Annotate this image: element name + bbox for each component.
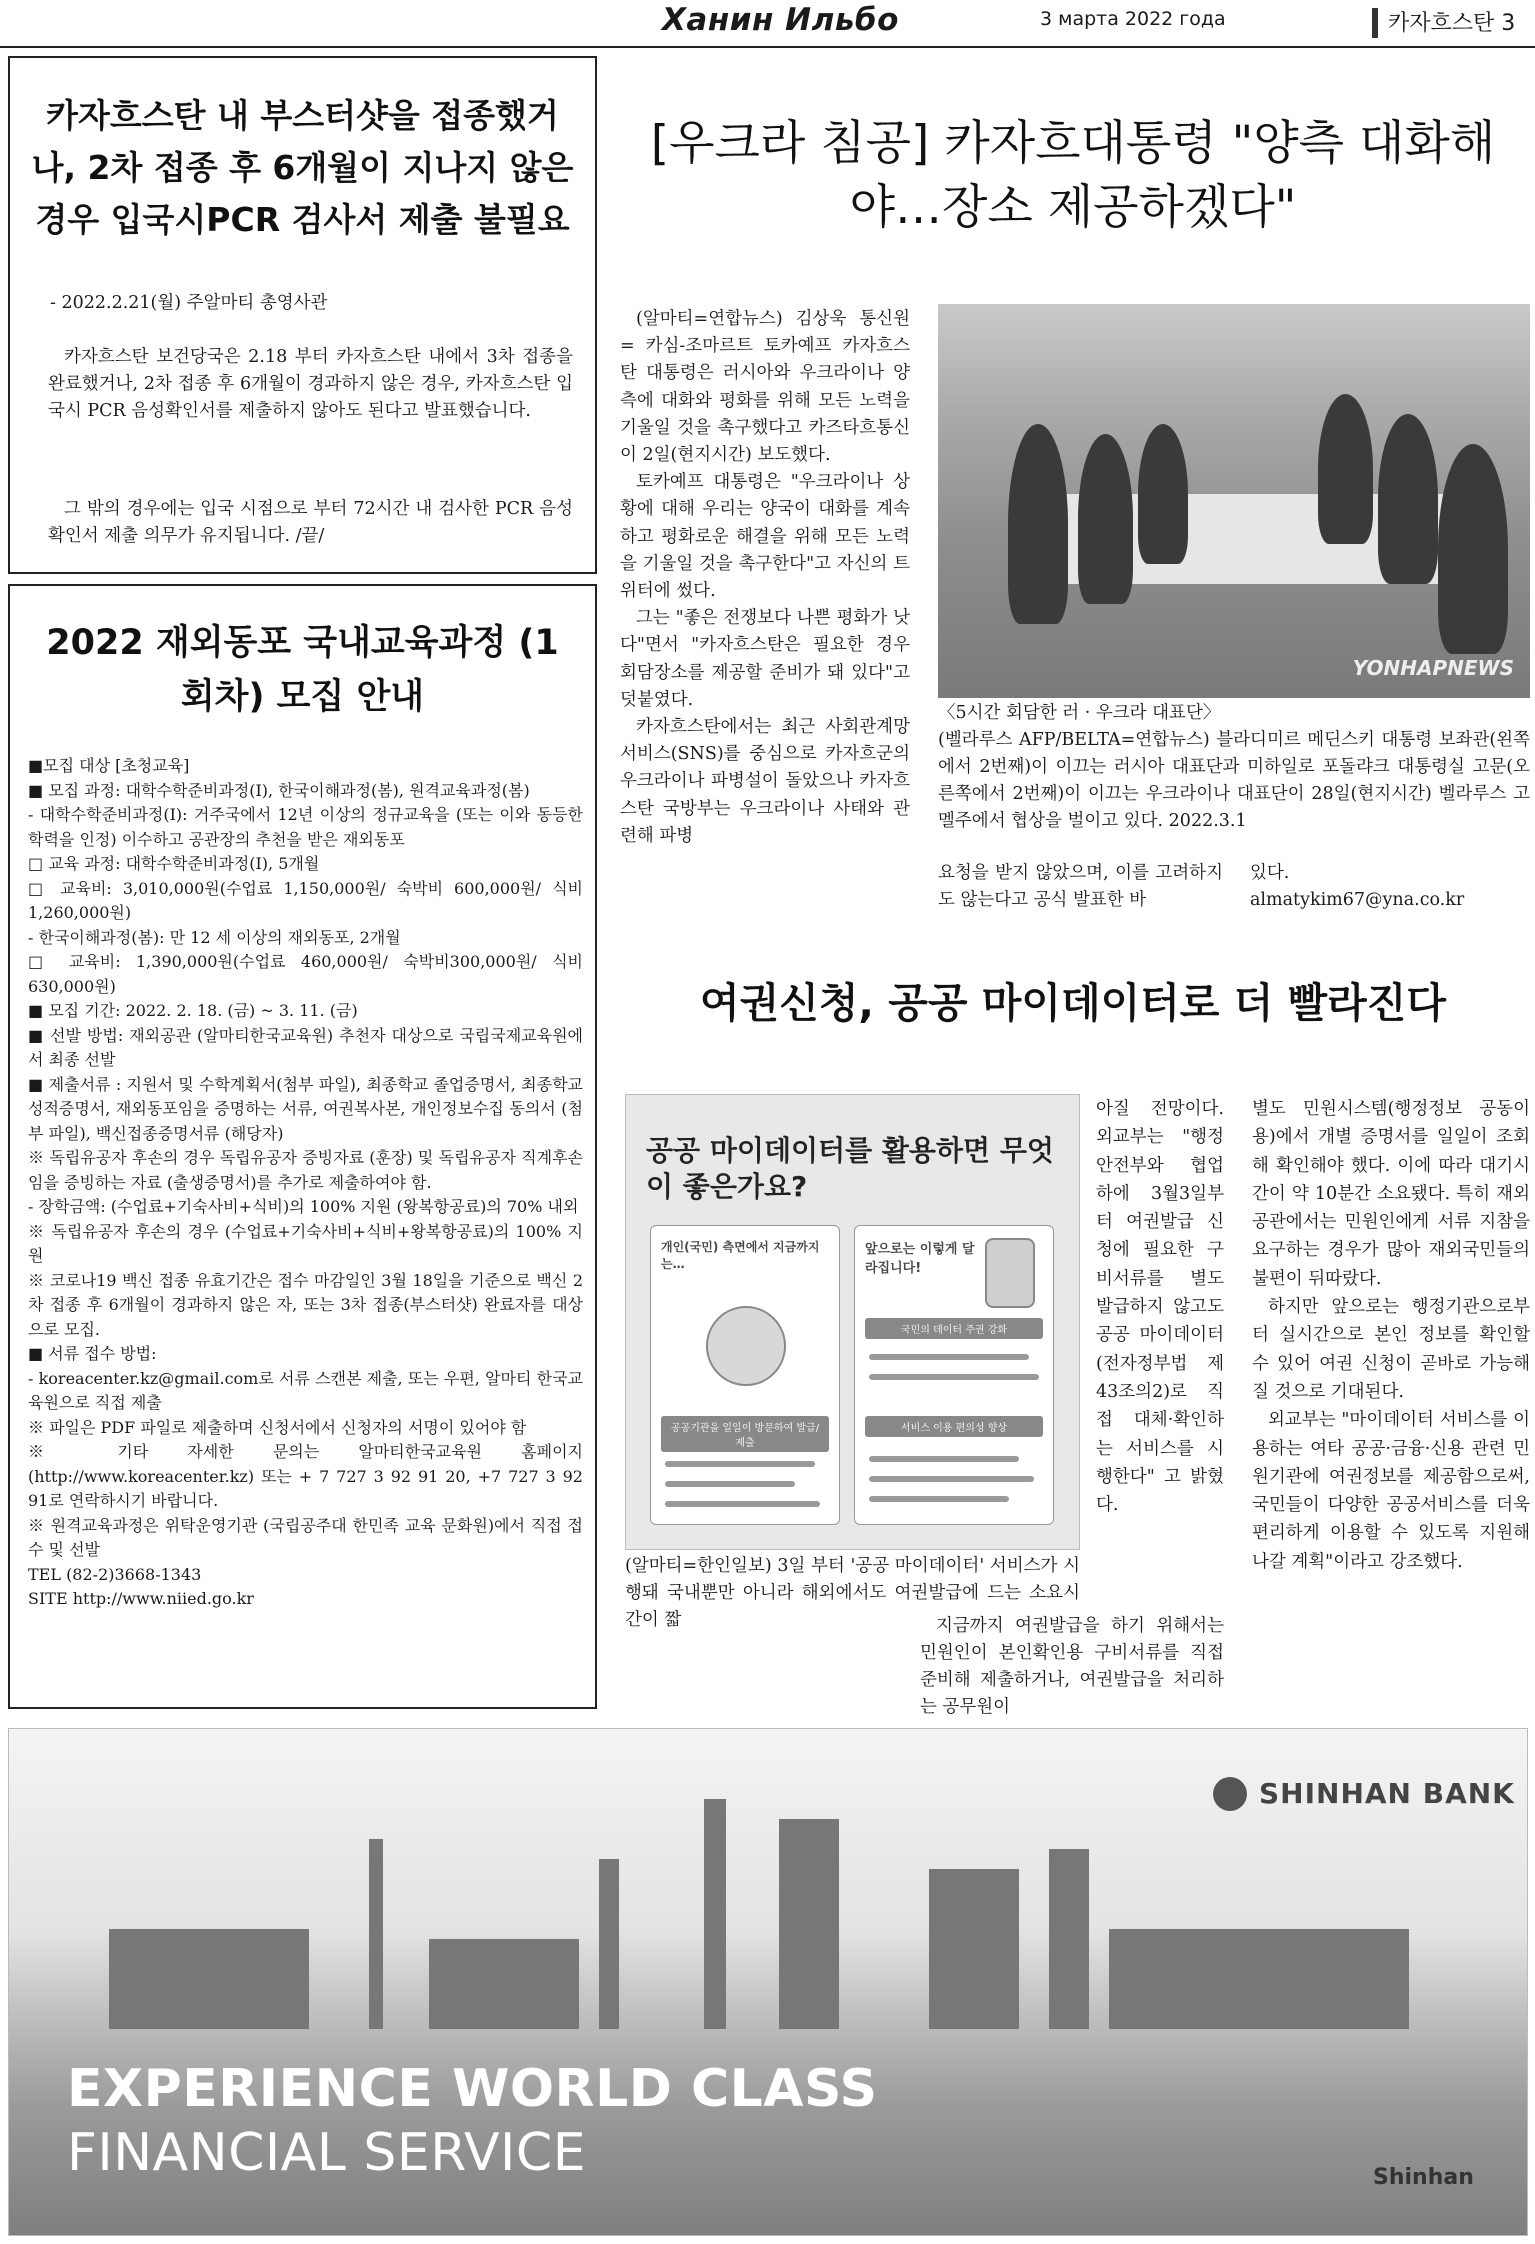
shinhan-logo-icon — [1213, 1777, 1247, 1811]
infographic-right-box-1: 국민의 데이터 주권 강화 — [865, 1318, 1043, 1339]
pcr-headline: 카자흐스탄 내 부스터샷을 접종했거나, 2차 접종 후 6개월이 지나지 않은 경우 입국시PCR 검사서 제출 불필요 — [31, 96, 574, 239]
infographic-bullet — [665, 1481, 795, 1487]
infographic-bullet — [665, 1461, 815, 1467]
education-headline: 2022 재외동포 국내교육과정 (1회차) 모집 안내 — [46, 623, 559, 717]
photo-watermark: YONHAPNEWS — [1352, 656, 1514, 680]
education-line: - koreacenter.kz@gmail.com로 서류 스캔본 제출, 또는 우편, 알마티 한국교육원으로 직접 제출 — [28, 1368, 583, 1412]
skyline-building — [429, 1939, 579, 2029]
infographic-left-tag: 개인(국민) 측면에서 지금까지는… — [661, 1240, 820, 1271]
skyline-tower — [1049, 1849, 1089, 2029]
education-line: ■ 선발 방법: 재외공관 (알마티한국교육원) 추천자 대상으로 국립국제교육원에서 최종 선발 — [28, 1025, 583, 1069]
education-line: ※ 파일은 PDF 파일로 제출하며 신청서에서 신청자의 서명이 있어야 함 — [28, 1417, 527, 1437]
education-line: ※ 독립유공자 후손의 경우 독립유공자 증빙자료 (훈장) 및 독립유공자 직계후손임을 증빙하는 자료 (출생증명서)를 추가로 제출하여야 함. — [28, 1148, 583, 1192]
shinhan-bank-ad — [8, 1728, 1528, 2236]
ukraine-body — [620, 306, 910, 850]
photo-figure — [1008, 424, 1068, 624]
passport-paragraph: 하지만 앞으로는 행정기관으로부터 실시간으로 본인 정보를 확인할 수 있어 여권 신청이 곧바로 가능해질 것으로 기대된다. — [1252, 1297, 1530, 1402]
education-line: SITE http://www.niied.go.kr — [28, 1589, 254, 1608]
photo-figure — [1438, 444, 1508, 654]
photo-figure — [1078, 434, 1133, 604]
frustrated-person-icon — [706, 1306, 786, 1386]
infographic-bullet — [665, 1501, 820, 1507]
education-line: ※ 기타 자세한 문의는 알마티한국교육원 홈페이지(http://www.koreacenter.kz) 또는 + 7 727 3 92 91 20, +7 727 3 92 91로 연락하시기 바랍니다. — [28, 1442, 583, 1510]
infographic-card-after — [854, 1225, 1054, 1525]
education-line: TEL (82-2)3668-1343 — [28, 1564, 202, 1584]
education-line: ■ 서류 접수 방법: — [28, 1344, 157, 1363]
ukraine-end-text: 있다. — [1250, 863, 1290, 883]
infographic-bullet — [869, 1354, 1029, 1360]
passport-paragraph-c: 지금까지 여권발급을 하기 위해서는 민원인이 본인확인용 구비서류를 직접 준비해 제출하거나, 여권발급을 처리하는 공무원이 — [920, 1616, 1224, 1717]
negotiation-photo — [938, 304, 1530, 698]
ukraine-continued-end — [1250, 860, 1530, 914]
infographic-title: 공공 마이데이터를 활용하면 무엇이 좋은가요? — [646, 1134, 1054, 1203]
masthead — [0, 0, 1535, 48]
caption-title: 〈5시간 회담한 러 · 우크라 대표단〉 — [938, 703, 1221, 723]
skyline-tower — [704, 1799, 726, 2029]
pcr-article-box — [8, 56, 597, 574]
infographic-left-box: 공공기관을 일일이 방문하여 발급/제출 — [661, 1416, 829, 1452]
infographic-bullet — [869, 1456, 1019, 1462]
pcr-paragraph-1: 카자흐스탄 보건당국은 2.18 부터 카자흐스탄 내에서 3차 접종을 완료했거나, 2차 접종 후 6개월이 경과하지 않은 경우, 카자흐스탄 입국시 PCR 음성확인서를 제출하지 않아도 된다고 발표했습니다. — [48, 347, 573, 421]
ukraine-paragraph: 카자흐스탄에서는 최근 사회관계망서비스(SNS)를 중심으로 카자흐군의 우크라이나 파병설이 돌았으나 카자흐스탄 국방부는 우크라이나 사태와 관련해 파병 — [620, 717, 910, 846]
education-line: ■ 모집 과정: 대학수학준비과정(I), 한국이해과정(봄), 원격교육과정(봄) — [28, 780, 530, 800]
ad-bank-name: SHINHAN BANK — [1259, 1777, 1515, 1810]
education-details — [28, 754, 583, 1612]
infographic-right-tag: 앞으로는 이렇게 달라집니다! — [865, 1242, 975, 1276]
education-line: ※ 원격교육과정은 위탁운영기관 (국립공주대 한민족 교육 문화원)에서 직접 접수 및 선발 — [28, 1515, 583, 1559]
ad-headline-2: FINANCIAL SERVICE — [67, 2123, 587, 2183]
skyline-building — [109, 1929, 309, 2029]
photo-figure — [1138, 424, 1188, 564]
passport-paragraph-a: (알마티=한인일보) 3일 부터 '공공 마이데이터' 서비스가 시행돼 국내뿐만 아니라 해외에서도 여권발급에 드는 소요시간이 짧 — [625, 1556, 1080, 1630]
ukraine-headline: [우크라 침공] 카자흐대통령 "양측 대화해야…장소 제공하겠다" — [650, 116, 1496, 235]
ukraine-paragraph: 토카예프 대통령은 "우크라이나 상황에 대해 우리는 양국이 대화를 계속하고 평화로운 해결을 위해 모든 노력을 기울일 것을 촉구한다"고 자신의 트위터에 썼다. — [620, 472, 910, 602]
issue-date: 3 марта 2022 года — [1040, 8, 1226, 30]
passport-paragraph-b: 아질 전망이다. 외교부는 "행정안전부와 협업 하에 3월3일부터 여권발급 신청에 필요한 구비서류를 별도 발급하지 않고도 공공 마이데이터(전자정부법 제43조의2)로 직접 대체·확인하는 서비스를 시행한다" 고 밝혔다. — [1096, 1099, 1224, 1516]
smartphone-icon — [985, 1238, 1035, 1308]
pcr-dateline: - 2022.2.21(월) 주알마티 총영사관 — [50, 293, 328, 313]
photo-caption — [938, 700, 1530, 835]
education-line: □ 교육비: 1,390,000원(수업료 460,000원/ 숙박비300,000원/ 식비 630,000원) — [28, 952, 583, 996]
education-line: □ 교육비: 3,010,000원(수업료 1,150,000원/ 숙박비 600,000원/ 식비 1,260,000원) — [28, 878, 583, 922]
passport-paragraph: 별도 민원시스템(행정정보 공동이용)에서 개별 증명서를 일일이 조회해 확인해야 했다. 이에 따라 대기시간이 약 10분간 소요됐다. 특히 재외공관에서는 민원인에게 서류 지참을 요구하는 경우가 많아 재외국민들의 불편이 뒤따랐다. — [1252, 1099, 1530, 1289]
infographic-right-box-2: 서비스 이용 편의성 향상 — [865, 1416, 1043, 1437]
education-line: - 대학수학준비과정(I): 거주국에서 12년 이상의 정규교육을 (또는 이와 동등한 학력을 인정) 이수하고 공관장의 추천을 받은 재외동포 — [28, 805, 583, 849]
education-line: ※ 독립유공자 후손의 경우 (수업료+기숙사비+식비+왕복항공료)의 100% 지원 — [28, 1221, 583, 1265]
skyline-building — [1109, 1929, 1409, 2029]
newspaper-title: Ханин Ильбо — [662, 2, 899, 38]
education-line: □ 교육 과정: 대학수학준비과정(I), 5개월 — [28, 854, 320, 873]
infographic-card-before — [650, 1225, 840, 1525]
caption-text: (벨라루스 AFP/BELTA=연합뉴스) 블라디미르 메딘스키 대통령 보좌관(왼쪽에서 2번째)이 이끄는 러시아 대표단과 미하일로 포돌랴크 대통령실 고문(오른쪽에서 2번째)이 이끄는 우크라이나 대표단이 28일(현지시간) 벨라루스 고멜주에서 협상을 벌이고 있다. 2022.3.1 — [938, 730, 1530, 831]
education-program-box — [8, 584, 597, 1709]
reporter-email: almatykim67@yna.co.kr — [1250, 890, 1465, 910]
ukraine-paragraph: 그는 "좋은 전쟁보다 나쁜 평화가 낫다"면서 "카자흐스탄은 필요한 경우 회담장소를 제공할 준비가 돼 있다"고 덧붙였다. — [620, 608, 910, 710]
skyline-tower — [369, 1839, 383, 2029]
skyline-tower — [599, 1859, 619, 2029]
passport-headline: 여권신청, 공공 마이데이터로 더 빨라진다 — [700, 979, 1446, 1027]
skyline-tower — [779, 1819, 839, 2029]
infographic-bullet — [869, 1496, 1009, 1502]
education-line: ■ 제출서류 : 지원서 및 수학계획서(첨부 파일), 최종학교 졸업증명서, 최종학교 성적증명서, 재외동포임을 증명하는 서류, 여권복사본, 개인정보수집 동의서 (첨부 파일), 백신접종증명서류 (해당자) — [28, 1074, 583, 1143]
passport-paragraph: 외교부는 "마이데이터 서비스를 이용하는 여타 공공·금융·신용 관련 민원기관에 여권정보를 제공함으로써, 국민들이 다양한 공공서비스를 더욱 편리하게 이용할 수 있도록 지원해 나갈 계획"이라고 강조했다. — [1252, 1410, 1530, 1572]
education-line: - 장학금액: (수업료+기숙사비+식비)의 100% 지원 (왕복항공료)의 70% 내외 — [28, 1197, 579, 1216]
mydata-infographic — [625, 1094, 1080, 1550]
education-line: ※ 코로나19 백신 접종 유효기간은 접수 마감일인 3월 18일을 기준으로 백신 2차 접종 후 6개월이 경과하지 않은 자, 또는 3차 접종(부스터샷) 완료자를 대상으로 모집. — [28, 1270, 583, 1339]
ad-headline-1: EXPERIENCE WORLD CLASS — [67, 2059, 878, 2119]
section-label: 카자흐스탄 3 — [1388, 11, 1516, 36]
passport-paragraph-d — [1252, 1095, 1530, 1576]
skyline-tower — [929, 1869, 1019, 2029]
education-line: ■ 모집 기간: 2022. 2. 18. (금) ~ 3. 11. (금) — [28, 1001, 358, 1020]
ukraine-continued: 요청을 받지 않았으며, 이를 고려하지도 않는다고 공식 발표한 바 — [938, 863, 1223, 910]
infographic-bullet — [869, 1374, 1039, 1380]
section-divider — [1372, 8, 1378, 38]
photo-figure — [1318, 394, 1373, 544]
ukraine-paragraph: (알마티=연합뉴스) 김상욱 통신원 = 카심-조마르트 토카예프 카자흐스탄 대통령은 러시아와 우크라이나 양측에 대화와 평화를 위해 모든 노력을 기울일 것을 촉구했다고 카즈타흐통신이 2일(현지시간) 보도했다. — [620, 309, 910, 466]
education-line: ■모집 대상 [초청교육] — [28, 756, 190, 775]
pcr-paragraph-2: 그 밖의 경우에는 입국 시점으로 부터 72시간 내 검사한 PCR 음성확인서 제출 의무가 유지됩니다. /끝/ — [48, 499, 573, 546]
education-line: - 한국이해과정(봄): 만 12 세 이상의 재외동포, 2개월 — [28, 927, 401, 947]
photo-figure — [1378, 414, 1438, 584]
infographic-bullet — [869, 1476, 1034, 1482]
ad-corner-logo: Shinhan — [1373, 2165, 1474, 2190]
